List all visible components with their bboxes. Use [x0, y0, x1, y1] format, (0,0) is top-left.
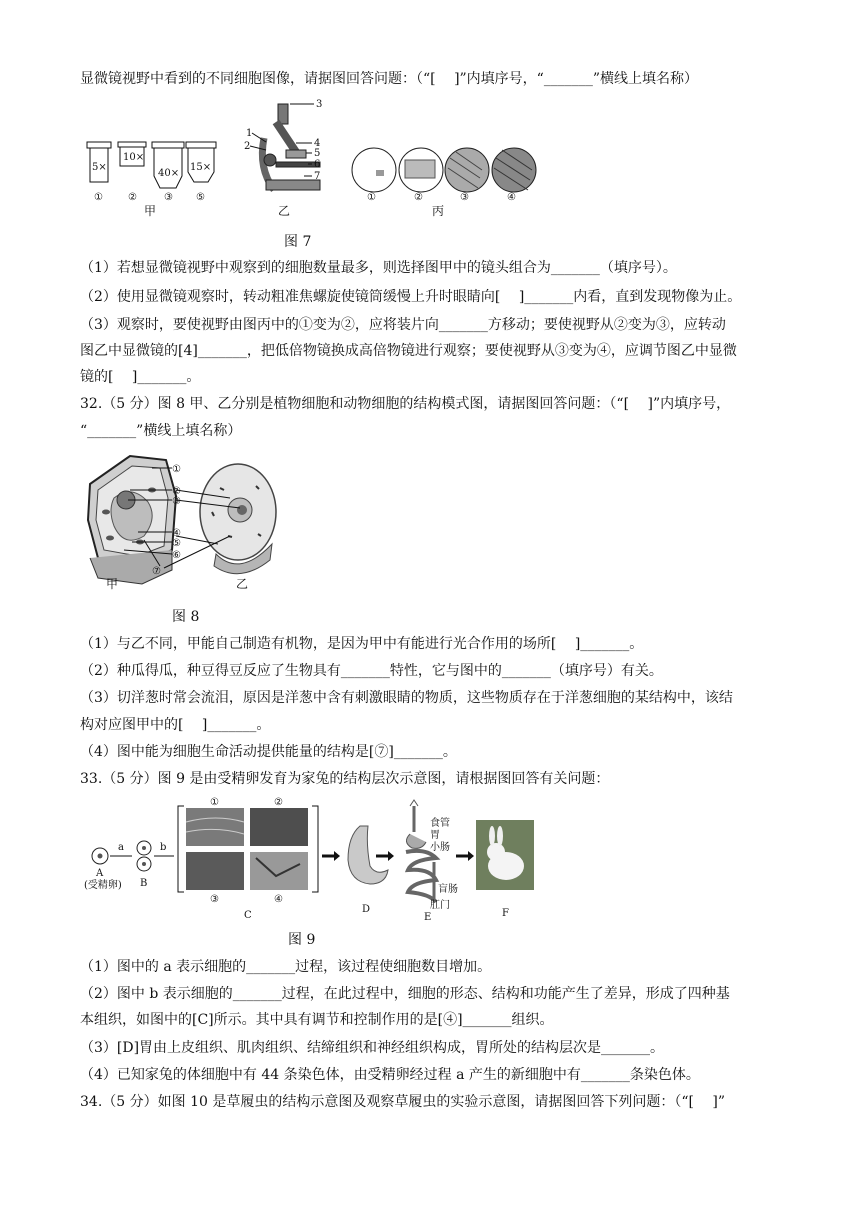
q31-part-2: （2）使用显微镜观察时，转动粗准焦螺旋使镜筒缓慢上升时眼睛向[ ]_______内看，直到发现物像为止。	[80, 289, 742, 305]
scope-num-4: 4	[314, 138, 321, 149]
fig8-yi-label: 乙	[236, 577, 249, 591]
lens-num-3: ③	[164, 192, 173, 203]
scope-num-2: 2	[244, 141, 251, 152]
cell-label-5: ⑤	[172, 538, 181, 549]
field-of-view-3	[445, 148, 489, 192]
fov-num-4: ④	[507, 192, 516, 203]
zygote-cell	[92, 848, 108, 864]
label-E: E	[424, 912, 432, 922]
q32-heading: 32.（5 分）图 8 甲、乙分别是植物细胞和动物细胞的结构模式图，请据图回答问题：（“[ ]”内填序号，	[80, 396, 731, 412]
cell-label-1: ①	[172, 464, 181, 475]
q31-part-3b: 图乙中显微镜的[4]_______，把低倍物镜换成高倍物镜进行观察；要使视野从③变为④，应调节图乙中显微	[80, 343, 737, 359]
q32-part-2: （2）种瓜得瓜，种豆得豆反应了生物具有_______特性，它与图中的_______（填序号）有关。	[80, 663, 663, 679]
field-of-view-2	[399, 148, 443, 192]
intro-text: 显微镜视野中看到的不同细胞图像，请据图回答问题：（“[ ]”内填序号，“_______”横线上填名称）	[80, 71, 699, 87]
label-a: a	[118, 842, 124, 853]
organ-cecum: 盲肠	[438, 884, 458, 895]
q33-part-2b: 本组织，如图中的[C]所示。其中具有调节和控制作用的是[④]_______组织。	[80, 1012, 554, 1028]
cell-label-2: ②	[172, 486, 181, 497]
field-of-view-1	[352, 148, 396, 192]
label-C: C	[244, 910, 252, 921]
lens-num-1: ①	[94, 192, 103, 203]
organ-esophagus: 食管	[430, 818, 450, 829]
label-A-sub: (受精卵)	[84, 880, 122, 891]
cell-label-4: ④	[172, 528, 181, 539]
label-B: B	[140, 878, 148, 889]
lens-mag-3: 40×	[158, 168, 180, 179]
label-A: A	[96, 868, 104, 879]
q33-part-2a: （2）图中 b 表示细胞的_______过程，在此过程中，细胞的形态、结构和功能产生了差异，形成了四种基	[80, 986, 730, 1002]
q32-part-1: （1）与乙不同，甲能自己制造有机物，是因为甲中有能进行光合作用的场所[ ]_______。	[80, 636, 644, 652]
organ-anus: 肛门	[430, 900, 450, 911]
tissue-num-3: ③	[210, 894, 219, 905]
fig7-bing-label: 丙	[432, 204, 445, 218]
q32-part-3a: （3）切洋葱时常会流泪，原因是洋葱中含有刺激眼睛的物质，这些物质存在于洋葱细胞的某结构中，该结	[80, 690, 733, 706]
fov-num-2: ②	[414, 192, 423, 203]
two-cell-stage	[137, 841, 151, 871]
lens-num-4: ⑤	[196, 192, 205, 203]
label-b: b	[160, 842, 167, 853]
tissue-num-4: ④	[274, 894, 283, 905]
fig7-yi-label: 乙	[278, 204, 291, 218]
organ-small-intestine: 小肠	[430, 842, 450, 853]
q31-part-1: （1）若想显微镜视野中观察到的细胞数量最多，则选择图甲中的镜头组合为_______（填序号）。	[80, 260, 677, 276]
q33-heading: 33.（5 分）图 9 是由受精卵发育为家兔的结构层次示意图，请根据图回答有关问题：	[80, 771, 610, 787]
scope-num-3: 3	[316, 99, 323, 110]
figure-9	[80, 796, 540, 922]
q33-part-3: （3）[D]胃由上皮组织、肌肉组织、结缔组织和神经组织构成，胃所处的结构层次是_______。	[80, 1040, 665, 1056]
lens-mag-1: 5×	[92, 162, 107, 173]
organ-stomach: 胃	[430, 830, 440, 841]
fig8-jia-label: 甲	[106, 577, 119, 591]
q33-part-4: （4）已知家兔的体细胞中有 44 条染色体，由受精卵经过程 a 产生的新细胞中有_______条染色体。	[80, 1067, 700, 1083]
q31-part-3a: （3）观察时，要使视野由图丙中的①变为②，应将装片向_______方移动；要使视野从②变为③，应转动	[80, 317, 726, 333]
lens-mag-4: 15×	[190, 162, 212, 173]
field-of-view-4	[492, 148, 536, 192]
fov-num-1: ①	[367, 192, 376, 203]
microscope-drawing	[262, 104, 320, 190]
scope-num-6: 6	[314, 159, 321, 170]
q34-heading: 34.（5 分）如图 10 是草履虫的结构示意图及观察草履虫的实验示意图，请据图回答下列问题：（“[ ]”	[80, 1094, 726, 1110]
tissue-num-2: ②	[274, 797, 283, 808]
label-D: D	[362, 904, 371, 915]
scope-num-5: 5	[314, 148, 321, 159]
figure-9-caption: 图 9	[288, 932, 316, 948]
scope-num-7: 7	[314, 171, 321, 182]
figure-7	[80, 98, 540, 222]
q31-part-3c: 镜的[ ]_______。	[80, 369, 201, 385]
fig7-jia-label: 甲	[144, 204, 157, 218]
lens-num-2: ②	[128, 192, 137, 203]
animal-cell-drawing	[200, 464, 276, 574]
scope-num-1: 1	[246, 128, 253, 139]
q32-part-4: （4）图中能为细胞生命活动提供能量的结构是[⑦]_______。	[80, 744, 457, 760]
lens-mag-2: 10×	[123, 152, 145, 163]
figure-8	[80, 450, 290, 600]
tissue-num-1: ①	[210, 797, 219, 808]
label-F: F	[502, 908, 509, 919]
plant-cell-drawing	[88, 456, 176, 584]
figure-8-caption: 图 8	[172, 609, 200, 625]
q32-part-3b: 构对应图甲中的[ ]_______。	[80, 717, 271, 733]
cell-label-3: ③	[172, 496, 181, 507]
cell-label-7: ⑦	[152, 566, 161, 577]
fov-num-3: ③	[460, 192, 469, 203]
cell-label-6: ⑥	[172, 550, 181, 561]
q33-part-1: （1）图中的 a 表示细胞的_______过程，该过程使细胞数目增加。	[80, 959, 492, 975]
figure-7-caption: 图 7	[284, 234, 312, 250]
q32-heading-2: “_______”横线上填名称）	[80, 423, 242, 439]
rabbit-photo	[476, 820, 534, 890]
tissue-images	[186, 808, 308, 890]
